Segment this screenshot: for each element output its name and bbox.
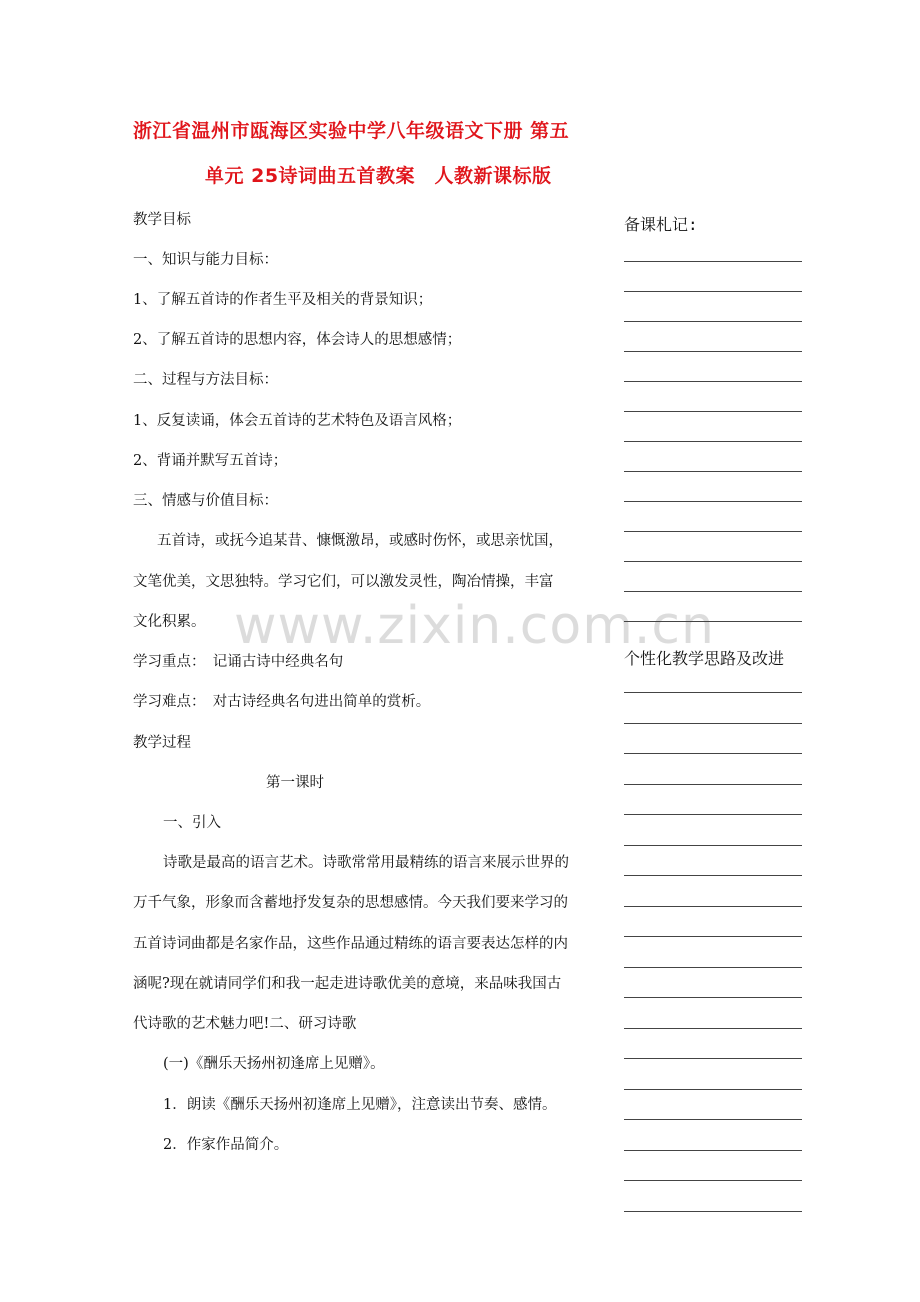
note-line	[624, 1119, 802, 1120]
note-line	[624, 814, 802, 815]
body-line: 教学过程	[133, 735, 191, 751]
note-line	[624, 1058, 802, 1059]
note-line	[624, 936, 802, 937]
body-line: 五首诗，或抚今追某昔、慷慨激昂，或感时伤怀，或思亲忧国，	[157, 533, 563, 549]
body-line: 第一课时	[266, 775, 324, 791]
body-line: 文笔优美，文思独特。学习它们，可以激发灵性，陶冶情操，丰富	[133, 574, 554, 590]
note-line	[624, 321, 802, 322]
note-line	[624, 967, 802, 968]
body-line: 一、引入	[163, 815, 221, 831]
note-line	[624, 692, 802, 693]
body-line: 涵呢?现在就请同学们和我一起走进诗歌优美的意境，来品味我国古	[133, 976, 562, 992]
body-line: 五首诗词曲都是名家作品，这些作品通过精练的语言要表达怎样的内	[133, 936, 568, 952]
note-line	[624, 561, 802, 562]
notes-heading: 备课札记:	[624, 215, 698, 234]
document-title-line-1: 浙江省温州市瓯海区实验中学八年级语文下册 第五	[133, 120, 570, 142]
note-line	[624, 351, 802, 352]
note-line	[624, 723, 802, 724]
body-line: 三、情感与价值目标：	[133, 493, 278, 509]
body-line: 1、了解五首诗的作者生平及相关的背景知识；	[133, 292, 433, 308]
note-line	[624, 1028, 802, 1029]
note-line	[624, 381, 802, 382]
note-line	[624, 753, 802, 754]
note-line	[624, 621, 802, 622]
note-line	[624, 906, 802, 907]
watermark: www.zixin.com.cn	[234, 596, 715, 656]
body-line: 万千气象，形象而含蓄地抒发复杂的思想感情。今天我们要来学习的	[133, 895, 568, 911]
note-line	[624, 261, 802, 262]
note-line	[624, 1150, 802, 1151]
note-line	[624, 291, 802, 292]
note-line	[624, 875, 802, 876]
body-line: 文化积累。	[133, 614, 206, 630]
note-line	[624, 1180, 802, 1181]
note-line	[624, 441, 802, 442]
note-line	[624, 471, 802, 472]
note-line	[624, 997, 802, 998]
note-line	[624, 1211, 802, 1212]
body-line: (一)《酬乐天扬州初逢席上见赠》。	[163, 1056, 385, 1072]
body-line: 1、反复读诵，体会五首诗的艺术特色及语言风格；	[133, 413, 462, 429]
body-line: 学习重点： 记诵古诗中经典名句	[133, 654, 344, 670]
body-line: 2、背诵并默写五首诗；	[133, 453, 288, 469]
note-line	[624, 784, 802, 785]
note-line	[624, 1089, 802, 1090]
note-line	[624, 591, 802, 592]
body-line: 一、知识与能力目标：	[133, 252, 278, 268]
body-line: 代诗歌的艺术魅力吧!二、研习诗歌	[133, 1016, 357, 1032]
note-line	[624, 531, 802, 532]
body-line: 诗歌是最高的语言艺术。诗歌常常用最精练的语言来展示世界的	[163, 855, 569, 871]
document-title-line-2: 单元 25诗词曲五首教案 人教新课标版	[205, 165, 552, 187]
body-line: 2．作家作品简介。	[163, 1137, 289, 1153]
body-line: 二、过程与方法目标：	[133, 372, 278, 388]
body-line: 教学目标	[133, 212, 191, 228]
note-line	[624, 501, 802, 502]
body-line: 1．朗读《酬乐天扬州初逢席上见赠》，注意读出节奏、感情。	[163, 1097, 557, 1113]
note-line	[624, 845, 802, 846]
body-line: 2、了解五首诗的思想内容，体会诗人的思想感情；	[133, 332, 462, 348]
body-line: 学习难点： 对古诗经典名句进出简单的赏析。	[133, 694, 431, 710]
note-line	[624, 411, 802, 412]
improve-heading: 个性化教学思路及改进	[624, 649, 785, 668]
